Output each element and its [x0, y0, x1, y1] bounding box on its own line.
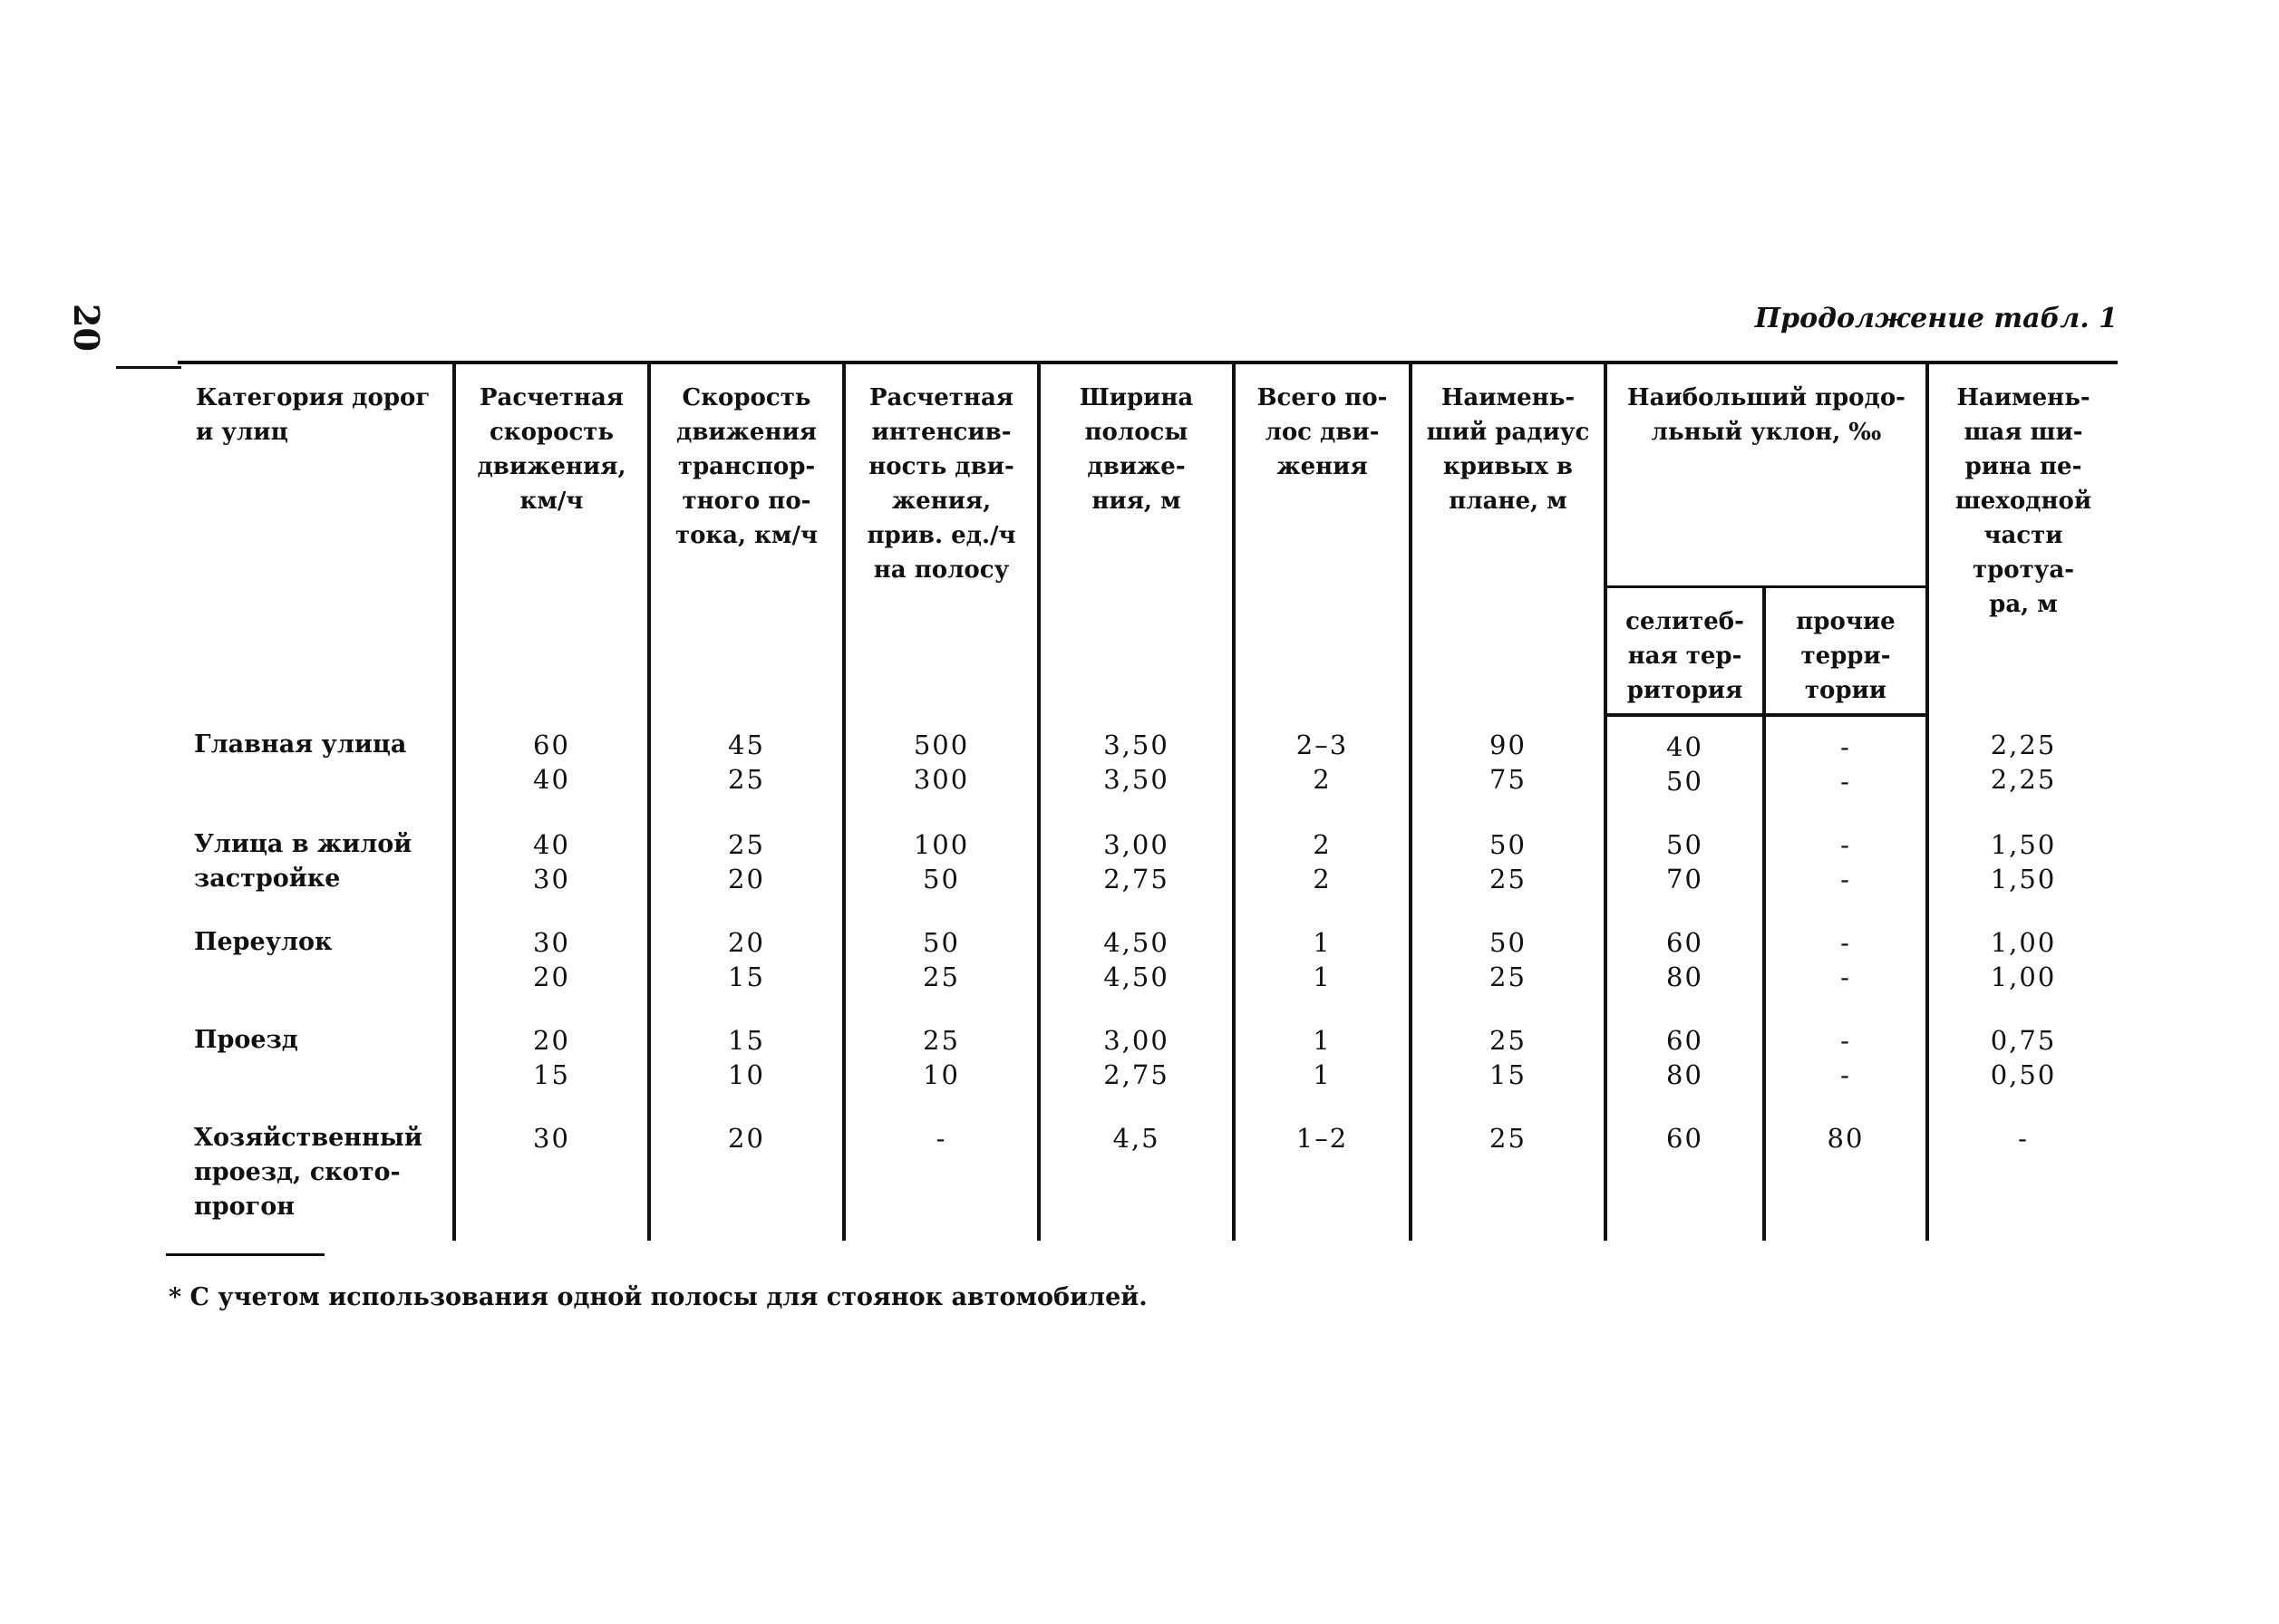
cell-intensity: 25 10	[844, 1010, 1039, 1108]
cell-slope-other: 80	[1764, 1108, 1927, 1241]
table-body	[178, 715, 2118, 1241]
cell-slope-other: - -	[1764, 715, 1927, 815]
header-min-radius: Наимень- ший радиус кривых в плане, м	[1411, 362, 1605, 715]
cell-lane-width: 4,5	[1039, 1108, 1234, 1241]
header-intensity: Расчетная интенсив- ность дви- жения, прив. ед./ч на полосу	[844, 362, 1039, 715]
cell-sidewalk-width: -	[1927, 1108, 2118, 1241]
cell-lanes-total: 1–2	[1234, 1108, 1411, 1241]
cell-flow-speed: 20 15	[649, 913, 844, 1010]
cell-design-speed: 20 15	[454, 1010, 649, 1108]
header-sidewalk-width: Наимень- шая ши- рина пе- шеходной части тротуа- ра, м	[1927, 362, 2118, 715]
header-category: Категория дорог и улиц	[178, 362, 454, 715]
cell-category: Главная улица	[178, 715, 454, 815]
cell-design-speed: 60 40	[454, 715, 649, 815]
header-lane-width: Ширина полосы движе- ния, м	[1039, 362, 1234, 715]
cell-design-speed: 30	[454, 1108, 649, 1241]
page-number-rule	[116, 366, 181, 369]
cell-lane-width: 3,00 2,75	[1039, 815, 1234, 913]
cell-lanes-total: 1 1	[1234, 1010, 1411, 1108]
cell-slope-residential: 50 70	[1605, 815, 1764, 913]
cell-category: Хозяйственный проезд, ското- прогон	[178, 1108, 454, 1241]
cell-sidewalk-width: 1,50 1,50	[1927, 815, 2118, 913]
cell-slope-residential: 60	[1605, 1108, 1764, 1241]
cell-lane-width: 3,00 2,75	[1039, 1010, 1234, 1108]
cell-lanes-total: 2–3 2	[1234, 715, 1411, 815]
header-max-slope: Наибольший продо- льный уклон, ‰	[1605, 362, 1927, 587]
cell-slope-residential: 60 80	[1605, 1010, 1764, 1108]
cell-flow-speed: 20	[649, 1108, 844, 1241]
table-row	[178, 1108, 2118, 1241]
table-row	[178, 913, 2118, 1010]
header-flow-speed: Скорость движения транспор- тного по- тока, км/ч	[649, 362, 844, 715]
cell-lane-width: 3,50 3,50	[1039, 715, 1234, 815]
cell-lanes-total: 2 2	[1234, 815, 1411, 913]
cell-min-radius: 50 25	[1411, 913, 1605, 1010]
table-row	[178, 715, 2118, 815]
cell-sidewalk-width: 1,00 1,00	[1927, 913, 2118, 1010]
header-lanes-total: Всего по- лос дви- жения	[1234, 362, 1411, 715]
header-slope-other: прочие терри- тории	[1764, 587, 1927, 716]
road-categories-table	[178, 361, 2118, 1241]
table-row	[178, 815, 2118, 913]
table-caption: Продолжение табл. 1	[1754, 303, 2118, 334]
cell-slope-residential: 60 80	[1605, 913, 1764, 1010]
cell-lanes-total: 1 1	[1234, 913, 1411, 1010]
cell-sidewalk-width: 2,25 2,25	[1927, 715, 2118, 815]
header-design-speed: Расчетная скорость движения, км/ч	[454, 362, 649, 715]
footnote-rule	[166, 1253, 325, 1256]
cell-slope-residential: 40 50	[1605, 715, 1764, 815]
cell-min-radius: 25 15	[1411, 1010, 1605, 1108]
cell-category: Проезд	[178, 1010, 454, 1108]
cell-intensity: 500 300	[844, 715, 1039, 815]
cell-design-speed: 40 30	[454, 815, 649, 913]
cell-category: Улица в жилой застройке	[178, 815, 454, 913]
cell-intensity: 50 25	[844, 913, 1039, 1010]
page-number: 20	[66, 304, 107, 352]
cell-intensity: -	[844, 1108, 1039, 1241]
cell-flow-speed: 25 20	[649, 815, 844, 913]
cell-sidewalk-width: 0,75 0,50	[1927, 1010, 2118, 1108]
cell-flow-speed: 45 25	[649, 715, 844, 815]
cell-slope-other: - -	[1764, 815, 1927, 913]
cell-lane-width: 4,50 4,50	[1039, 913, 1234, 1010]
footnote: * С учетом использования одной полосы для стоянок автомобилей.	[169, 1283, 1148, 1311]
cell-min-radius: 50 25	[1411, 815, 1605, 913]
header-slope-residential: селитеб- ная тер- ритория	[1605, 587, 1764, 716]
cell-intensity: 100 50	[844, 815, 1039, 913]
table-row	[178, 1010, 2118, 1108]
cell-slope-other: - -	[1764, 913, 1927, 1010]
cell-min-radius: 90 75	[1411, 715, 1605, 815]
cell-min-radius: 25	[1411, 1108, 1605, 1241]
cell-slope-other: - -	[1764, 1010, 1927, 1108]
cell-category: Переулок	[178, 913, 454, 1010]
cell-design-speed: 30 20	[454, 913, 649, 1010]
cell-flow-speed: 15 10	[649, 1010, 844, 1108]
